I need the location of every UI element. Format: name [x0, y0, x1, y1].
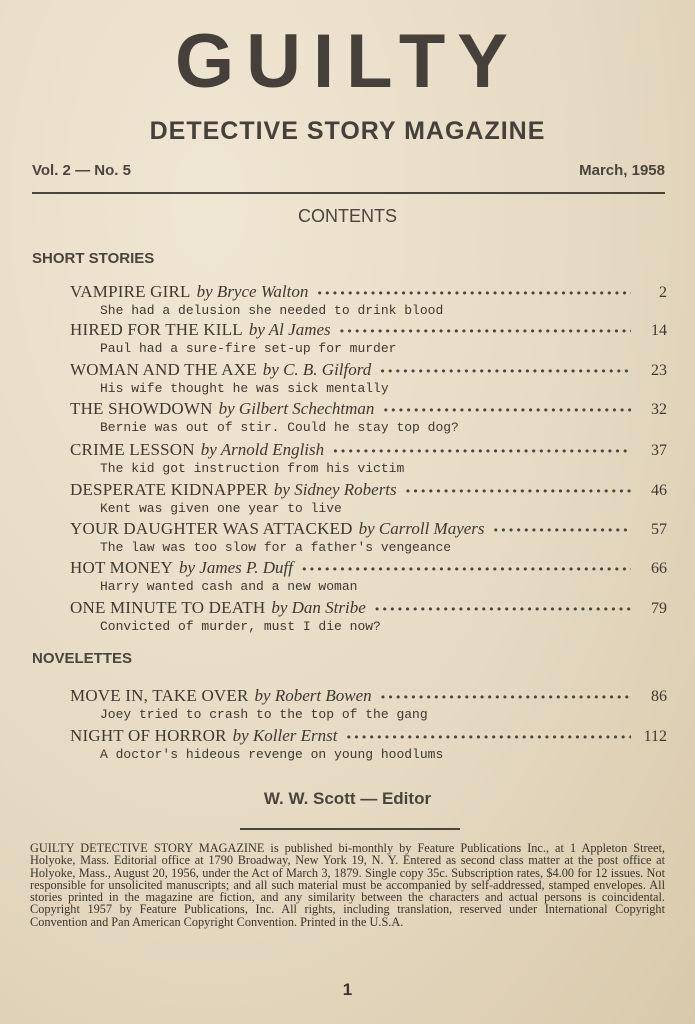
novelette-entry — [70, 726, 667, 762]
story-author: by Gilbert Schechtman — [218, 399, 375, 418]
story-title: ONE MINUTE TO DEATH — [70, 598, 266, 617]
leader-dots — [382, 401, 631, 420]
story-author: by Koller Ernst — [232, 726, 338, 745]
novelettes-heading: NOVELETTES — [32, 650, 133, 667]
story-author: by Dan Stribe — [271, 598, 366, 617]
story-entry — [70, 360, 667, 396]
story-title: CRIME LESSON — [70, 440, 195, 459]
story-author: by Al James — [248, 320, 331, 339]
story-title: VAMPIRE GIRL — [70, 282, 191, 301]
story-entry — [70, 480, 667, 516]
story-entry — [70, 598, 667, 634]
story-teaser: Bernie was out of stir. Could he stay top dog? — [100, 420, 459, 435]
story-teaser: Joey tried to crash to the top of the gang — [100, 707, 428, 722]
story-entry — [70, 519, 667, 555]
leader-dots — [374, 600, 631, 619]
leader-dots — [332, 442, 631, 461]
story-title: YOUR DAUGHTER WAS ATTACKED — [70, 519, 353, 538]
story-author: by Sidney Roberts — [273, 480, 397, 499]
story-author: by Carroll Mayers — [358, 519, 485, 538]
story-author: by C. B. Gilford — [262, 360, 372, 379]
story-title: DESPERATE KIDNAPPER — [70, 480, 268, 499]
story-title: HOT MONEY — [70, 558, 174, 577]
story-teaser: Kent was given one year to live — [100, 501, 342, 516]
story-teaser: Paul had a sure-fire set-up for murder — [100, 341, 397, 356]
leader-dots — [301, 560, 631, 579]
page-number: 66 — [651, 560, 667, 577]
story-entry — [70, 440, 667, 476]
story-author: by James P. Duff — [179, 558, 293, 577]
story-teaser: A doctor's hideous revenge on young hoodlums — [100, 747, 444, 762]
leader-dots — [316, 284, 631, 303]
editor-credit: W. W. Scott — Editor — [263, 789, 432, 808]
novelette-entry — [70, 686, 667, 722]
magazine-title: GUILTY — [174, 19, 520, 104]
contents-heading: CONTENTS — [298, 206, 397, 226]
page-number: 112 — [643, 728, 667, 745]
volume-number: Vol. 2 — No. 5 — [32, 162, 131, 179]
header-divider — [32, 192, 665, 194]
page-number: 86 — [651, 688, 667, 705]
story-title: NIGHT OF HORROR — [70, 726, 227, 745]
story-teaser: Harry wanted cash and a new woman — [100, 579, 358, 594]
story-author: by Bryce Walton — [196, 282, 309, 301]
story-title: MOVE IN, TAKE OVER — [70, 686, 249, 705]
story-teaser: His wife thought he was sick mentally — [100, 381, 389, 396]
story-author: by Robert Bowen — [254, 686, 372, 705]
editor-divider — [240, 828, 460, 830]
story-title: WOMAN AND THE AXE — [70, 360, 257, 379]
story-entry — [70, 282, 667, 318]
page-number: 32 — [651, 401, 667, 418]
page-number: 37 — [651, 442, 667, 459]
page-folio: 1 — [342, 980, 353, 999]
page-number: 79 — [651, 600, 667, 617]
leader-dots — [405, 482, 631, 501]
story-entry — [70, 558, 667, 594]
issue-date: March, 1958 — [579, 162, 665, 179]
page-number: 2 — [659, 284, 667, 301]
magazine-subtitle: DETECTIVE STORY MAGAZINE — [149, 117, 546, 145]
story-teaser: Convicted of murder, must I die now? — [100, 619, 381, 634]
leader-dots — [346, 728, 632, 747]
story-author: by Arnold English — [200, 440, 325, 459]
page-number: 23 — [651, 362, 667, 379]
story-title: HIRED FOR THE KILL — [70, 320, 243, 339]
story-teaser: She had a delusion she needed to drink blood — [100, 303, 444, 318]
publication-notice: GUILTY DETECTIVE STORY MAGAZINE is published bi-monthly by Feature Publications Inc., at 1 Appleton Street, Holyoke, Mass. Editorial office at 1790 Broadway, New York 19, N. Y. Entered as second class matter at the post office at Holyoke, Mass., August 20, 1956, under the Act of March 3, 1879. Single copy 35c. Subscription rates, $4.00 for 12 issues. Not responsible for unsolicited manuscripts; and all such material must be accompanied by self-addressed, stamped envelopes. All stories printed in the magazine are fiction, and any similarity between the characters and actual persons is coincidental. Copyright 1957 by Feature Publications, Inc. All rights, including translation, reserved under International Copyright Convention and Pan American Copyright Convention. Printed in the U.S.A. — [30, 841, 665, 929]
story-teaser: The law was too slow for a father's vengeance — [100, 540, 452, 555]
leader-dots — [380, 688, 631, 707]
story-title: THE SHOWDOWN — [70, 399, 213, 418]
leader-dots — [339, 322, 631, 341]
page-number: 57 — [651, 521, 667, 538]
short-stories-heading: SHORT STORIES — [32, 250, 155, 267]
story-entry — [70, 399, 667, 435]
leader-dots — [379, 362, 631, 381]
story-teaser: The kid got instruction from his victim — [100, 461, 405, 476]
page-number: 46 — [651, 482, 667, 499]
story-entry — [70, 320, 667, 356]
page-number: 14 — [651, 322, 667, 339]
leader-dots — [493, 521, 631, 540]
